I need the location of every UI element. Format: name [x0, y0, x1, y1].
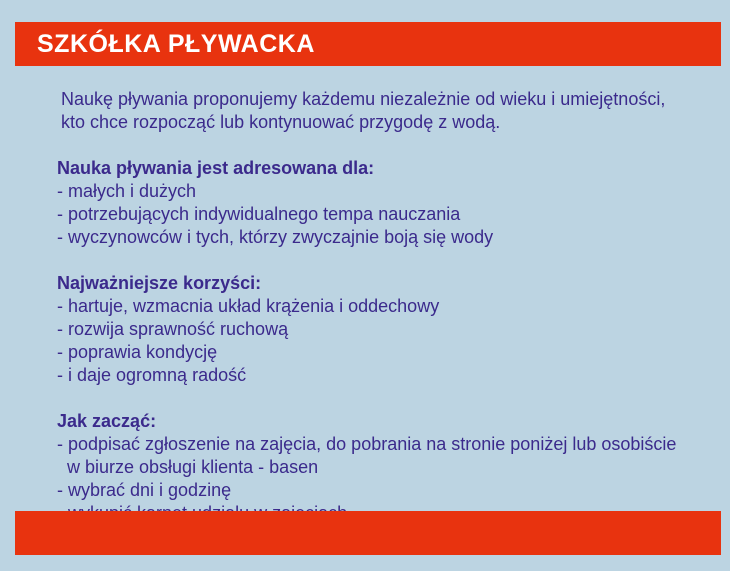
list-item: - i daje ogromną radość [57, 365, 247, 385]
intro-line-2: kto chce rozpocząć lub kontynuować przygodę z wodą. [61, 112, 501, 132]
list-item-continuation: w biurze obsługi klienta - basen [67, 457, 319, 477]
benefits-list [57, 295, 722, 387]
list-item: - wybrać dni i godzinę [57, 480, 232, 500]
audience-section [57, 157, 722, 249]
page-title: SZKÓŁKA PŁYWACKA [37, 30, 315, 58]
footer-bar [15, 511, 721, 555]
intro-line-1: Naukę pływania proponujemy każdemu niezależnie od wieku i umiejętności, [61, 89, 666, 109]
header-bar [15, 22, 721, 66]
start-heading: Jak zacząć: [57, 411, 157, 431]
list-item: - hartuje, wzmacnia układ krążenia i oddechowy [57, 296, 440, 316]
list-item: - wyczynowców i tych, którzy zwyczajnie boją się wody [57, 227, 494, 247]
benefits-section [57, 272, 722, 387]
list-item: - poprawia kondycję [57, 342, 218, 362]
list-item: - podpisać zgłoszenie na zajęcia, do pobrania na stronie poniżej lub osobiście [57, 434, 677, 454]
benefits-heading: Najważniejsze korzyści: [57, 273, 262, 293]
audience-list [57, 180, 722, 249]
list-item: - rozwija sprawność ruchową [57, 319, 289, 339]
list-item: - potrzebujących indywidualnego tempa nauczania [57, 204, 461, 224]
list-item: - małych i dużych [57, 181, 197, 201]
content-body [57, 88, 722, 525]
audience-heading: Nauka pływania jest adresowana dla: [57, 158, 375, 178]
start-section [57, 410, 722, 525]
intro-paragraph [57, 88, 722, 134]
